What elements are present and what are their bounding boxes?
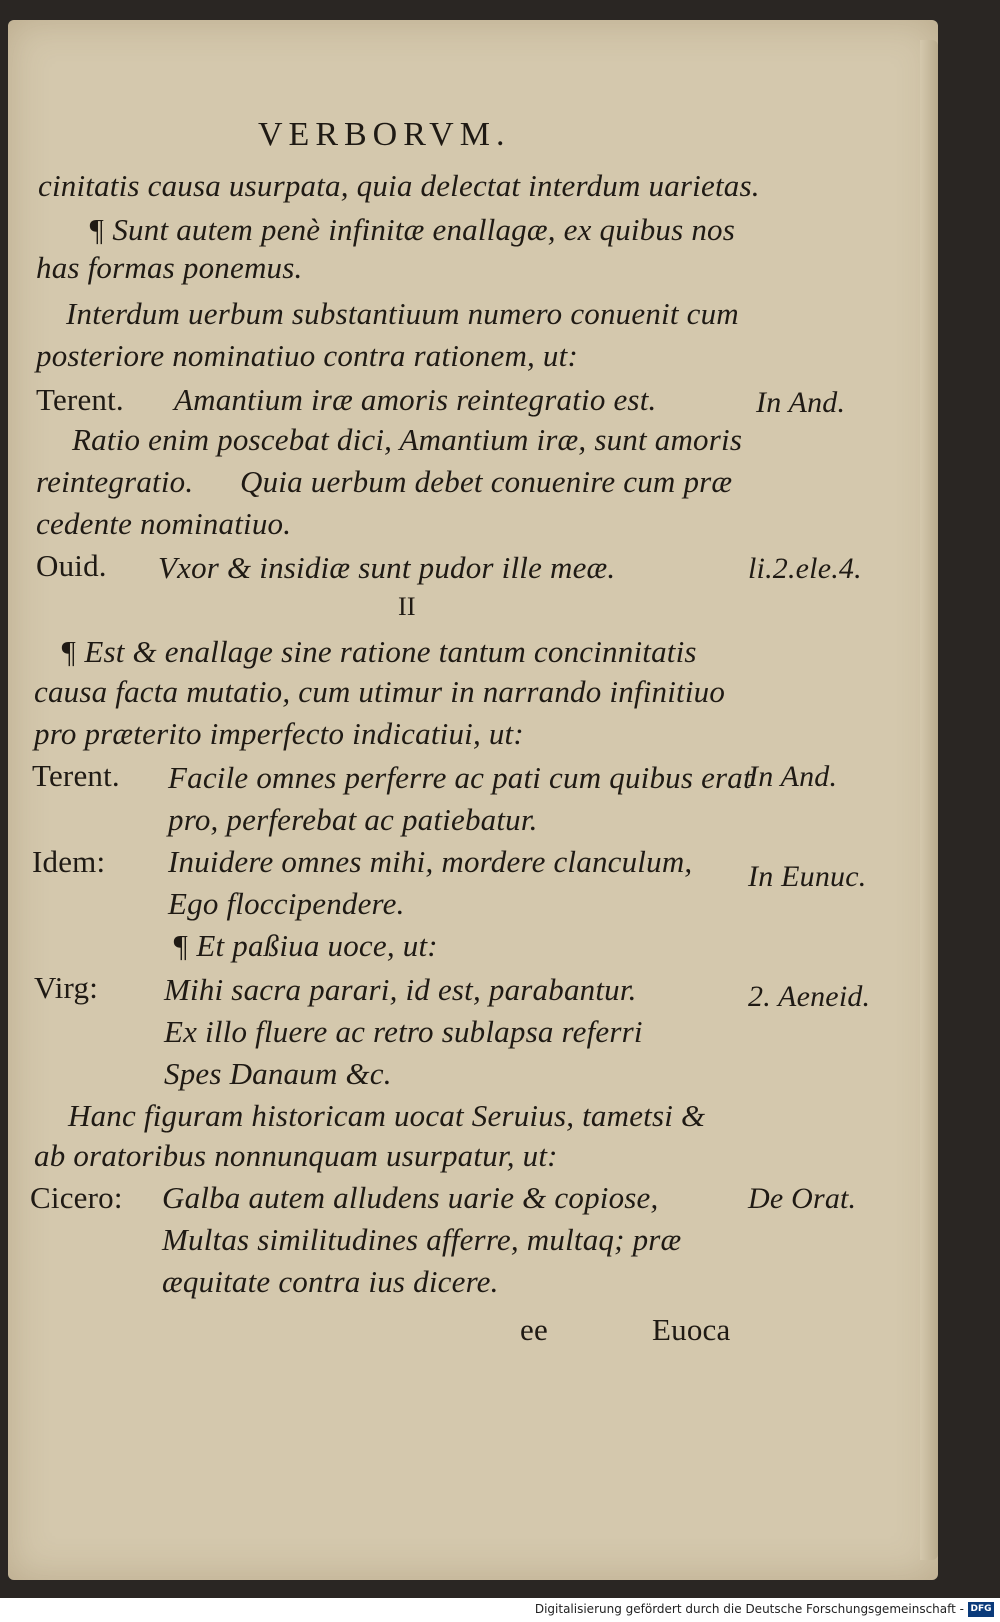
text-line: has formas ponemus. — [36, 250, 303, 285]
signature-mark: ee — [520, 1312, 548, 1347]
text-line: ¶ Sunt autem penè infinitæ enallagæ, ex quibus nos — [88, 212, 736, 247]
text-line: Hanc figuram historicam uocat Seruius, tametsi & — [68, 1098, 706, 1133]
text-line: Interdum uerbum substantiuum numero conuenit cum — [66, 296, 739, 331]
text-line: ab oratoribus nonnunquam usurpatur, ut: — [34, 1138, 558, 1173]
margin-reference: In And. — [756, 386, 846, 419]
text-line: pro præterito imperfecto indicatiui, ut: — [34, 716, 524, 751]
quote-line: æquitate contra ius dicere. — [162, 1264, 499, 1299]
text-line: Quia uerbum debet conuenire cum præ — [240, 464, 733, 499]
author-label: Ouid. — [36, 548, 107, 583]
margin-reference: In Eunuc. — [748, 860, 867, 893]
text-line: cinitatis causa usurpata, quia delectat interdum uarietas. — [38, 168, 760, 203]
section-mark: II — [398, 592, 416, 621]
margin-reference: De Orat. — [748, 1182, 857, 1215]
text-line: reintegratio. — [36, 464, 194, 499]
text-line: cedente nominatiuo. — [36, 506, 292, 541]
quote-line: Mihi sacra parari, id est, parabantur. — [164, 972, 637, 1007]
text-line: causa facta mutatio, cum utimur in narrando infinitiuo — [34, 674, 726, 709]
margin-reference: li.2.ele.4. — [748, 552, 862, 585]
digitization-footer — [0, 1598, 1000, 1622]
quote-line: Galba autem alludens uarie & copiose, — [162, 1180, 659, 1215]
quote-line: Spes Danaum &c. — [164, 1056, 392, 1091]
page-edge — [920, 40, 938, 1560]
author-label: Idem: — [32, 844, 106, 879]
margin-reference: 2. Aeneid. — [748, 980, 871, 1013]
author-label: Terent. — [36, 382, 124, 417]
author-label: Virg: — [34, 970, 99, 1005]
text-line: posteriore nominatiuo contra rationem, ut: — [36, 338, 578, 373]
quote-line: pro, perferebat ac patiebatur. — [168, 802, 538, 837]
author-label: Terent. — [32, 758, 120, 793]
quote-line: Inuidere omnes mihi, mordere clanculum, — [168, 844, 693, 879]
text-line: Ratio enim poscebat dici, Amantium iræ, sunt amoris — [72, 422, 743, 457]
catchword: Euoca — [652, 1312, 731, 1347]
author-label: Cicero: — [30, 1180, 123, 1215]
dfg-logo: DFG — [968, 1602, 994, 1617]
quote-line: Ego floccipendere. — [168, 886, 405, 921]
quote-line: Ex illo fluere ac retro sublapsa referri — [164, 1014, 643, 1049]
quote-line: Vxor & insidiæ sunt pudor ille meæ. — [158, 550, 616, 585]
running-head: VERBORVM. — [258, 116, 511, 153]
text-line: ¶ Est & enallage sine ratione tantum concinnitatis — [60, 634, 697, 669]
quote-line: Amantium iræ amoris reintegratio est. — [174, 382, 657, 417]
quote-line: Facile omnes perferre ac pati cum quibus erat — [168, 760, 752, 795]
quote-line: Multas similitudines afferre, multaq; præ — [162, 1222, 682, 1257]
margin-reference: In And. — [748, 760, 838, 793]
text-line: ¶ Et paßiua uoce, ut: — [172, 928, 438, 963]
footer-credit: Digitalisierung gefördert durch die Deutsche Forschungsgemeinschaft - — [534, 1602, 964, 1616]
